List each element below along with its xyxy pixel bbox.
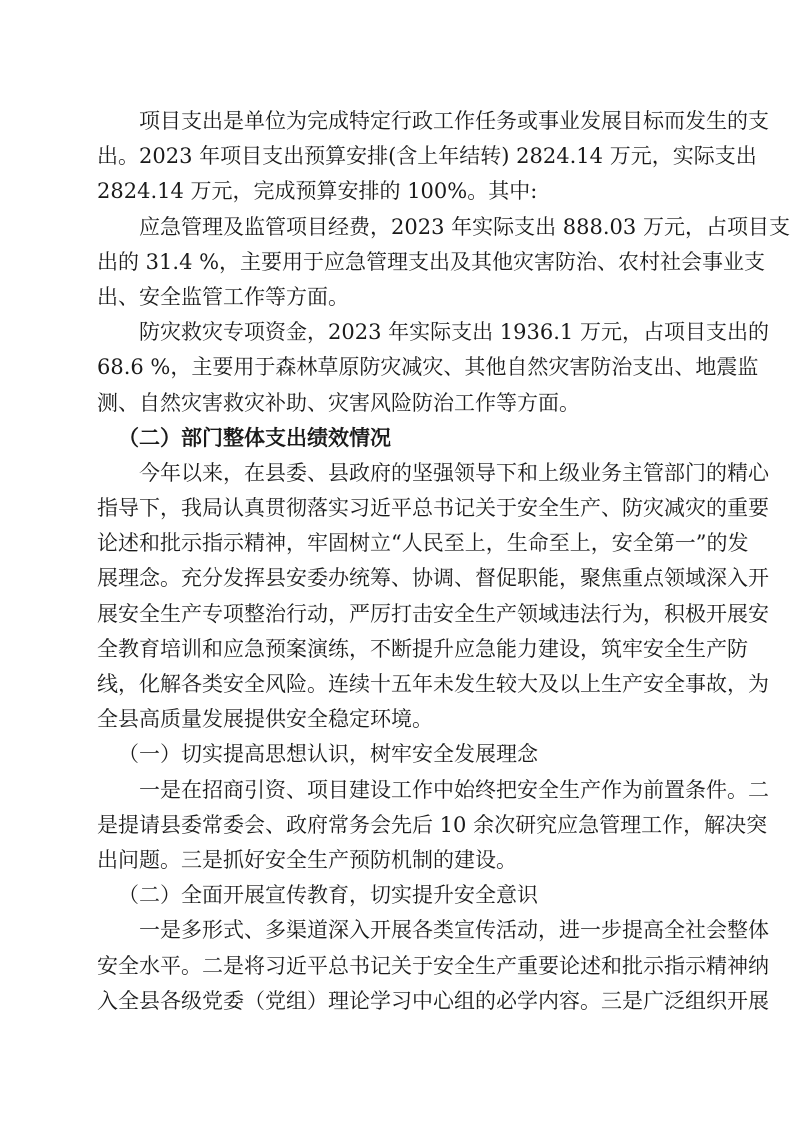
paragraph: [97, 456, 769, 738]
text-line: 测、自然灾害救灾补助、灾害风险防治工作等方面。: [97, 390, 580, 415]
subsection-heading: [97, 878, 704, 913]
text-line: 出问题。三是抓好安全生产预防机制的建设。: [97, 847, 517, 872]
text-line: 今年以来，在县委、县政府的坚强领导下和上级业务主管部门的精心: [139, 460, 769, 485]
text-line: 是提请县委常委会、政府常务会先后 10 余次研究应急管理工作，解决突: [97, 812, 768, 837]
paragraph: [97, 104, 769, 210]
text-line: 出、安全监管工作等方面。: [97, 284, 349, 309]
paragraph: [97, 913, 769, 1019]
text-line: 论述和批示指示精神，牢固树立“人民至上，生命至上，安全第一”的发: [97, 531, 749, 556]
text-line: 应急管理及监管项目经费，2023 年实际支出 888.03 万元，占项目支: [139, 214, 790, 239]
text-line: 出。2023 年项目支出预算安排(含上年结转) 2824.14 万元，实际支出: [97, 144, 757, 169]
text-line: 防灾救灾专项资金，2023 年实际支出 1936.1 万元，占项目支出的: [139, 320, 769, 345]
text-line: （二）全面开展宣传教育，切实提升安全意识: [118, 883, 538, 908]
text-line: 项目支出是单位为完成特定行政工作任务或事业发展目标而发生的支: [139, 109, 769, 133]
text-line: 展安全生产专项整治行动，严厉打击安全生产领域违法行为，积极开展安: [97, 601, 769, 626]
text-line: 一是多形式、多渠道深入开展各类宣传活动，进一步提高全社会整体: [139, 918, 769, 943]
text-line: 全县高质量发展提供安全稳定环境。: [97, 707, 433, 732]
paragraph: [97, 315, 769, 421]
text-line: 68.6 %，主要用于森林草原防灾减灾、其他自然灾害防治支出、地震监: [97, 355, 759, 380]
text-line: 2824.14 万元，完成预算安排的 100%。其中:: [97, 179, 538, 204]
text-line: 展理念。充分发挥县安委办统筹、协调、督促职能，聚焦重点领域深入开: [97, 566, 769, 591]
text-line: 线，化解各类安全风险。连续十五年未发生较大及以上生产安全事故，为: [97, 672, 769, 696]
paragraph: [97, 773, 769, 879]
section-heading: [97, 421, 704, 456]
subsection-heading: [97, 737, 704, 772]
document-page: [97, 104, 790, 1019]
text-line: 一是在招商引资、项目建设工作中始终把安全生产作为前置条件。二: [139, 777, 769, 802]
text-line: 出的 31.4 %，主要用于应急管理支出及其他灾害防治、农村社会事业支: [97, 249, 766, 274]
text-line: 全教育培训和应急预案演练，不断提升应急能力建设，筑牢安全生产防: [97, 636, 748, 661]
paragraph: [97, 210, 790, 316]
text-line: （二）部门整体支出绩效情况: [118, 425, 391, 450]
text-line: 安全水平。二是将习近平总书记关于安全生产重要论述和批示指示精神纳: [97, 953, 769, 978]
text-line: 入全县各级党委（党组）理论学习中心组的必学内容。三是广泛组织开展: [97, 988, 769, 1013]
text-line: 指导下，我局认真贯彻落实习近平总书记关于安全生产、防灾减灾的重要: [97, 496, 769, 521]
text-line: （一）切实提高思想认识，树牢安全发展理念: [118, 742, 538, 767]
